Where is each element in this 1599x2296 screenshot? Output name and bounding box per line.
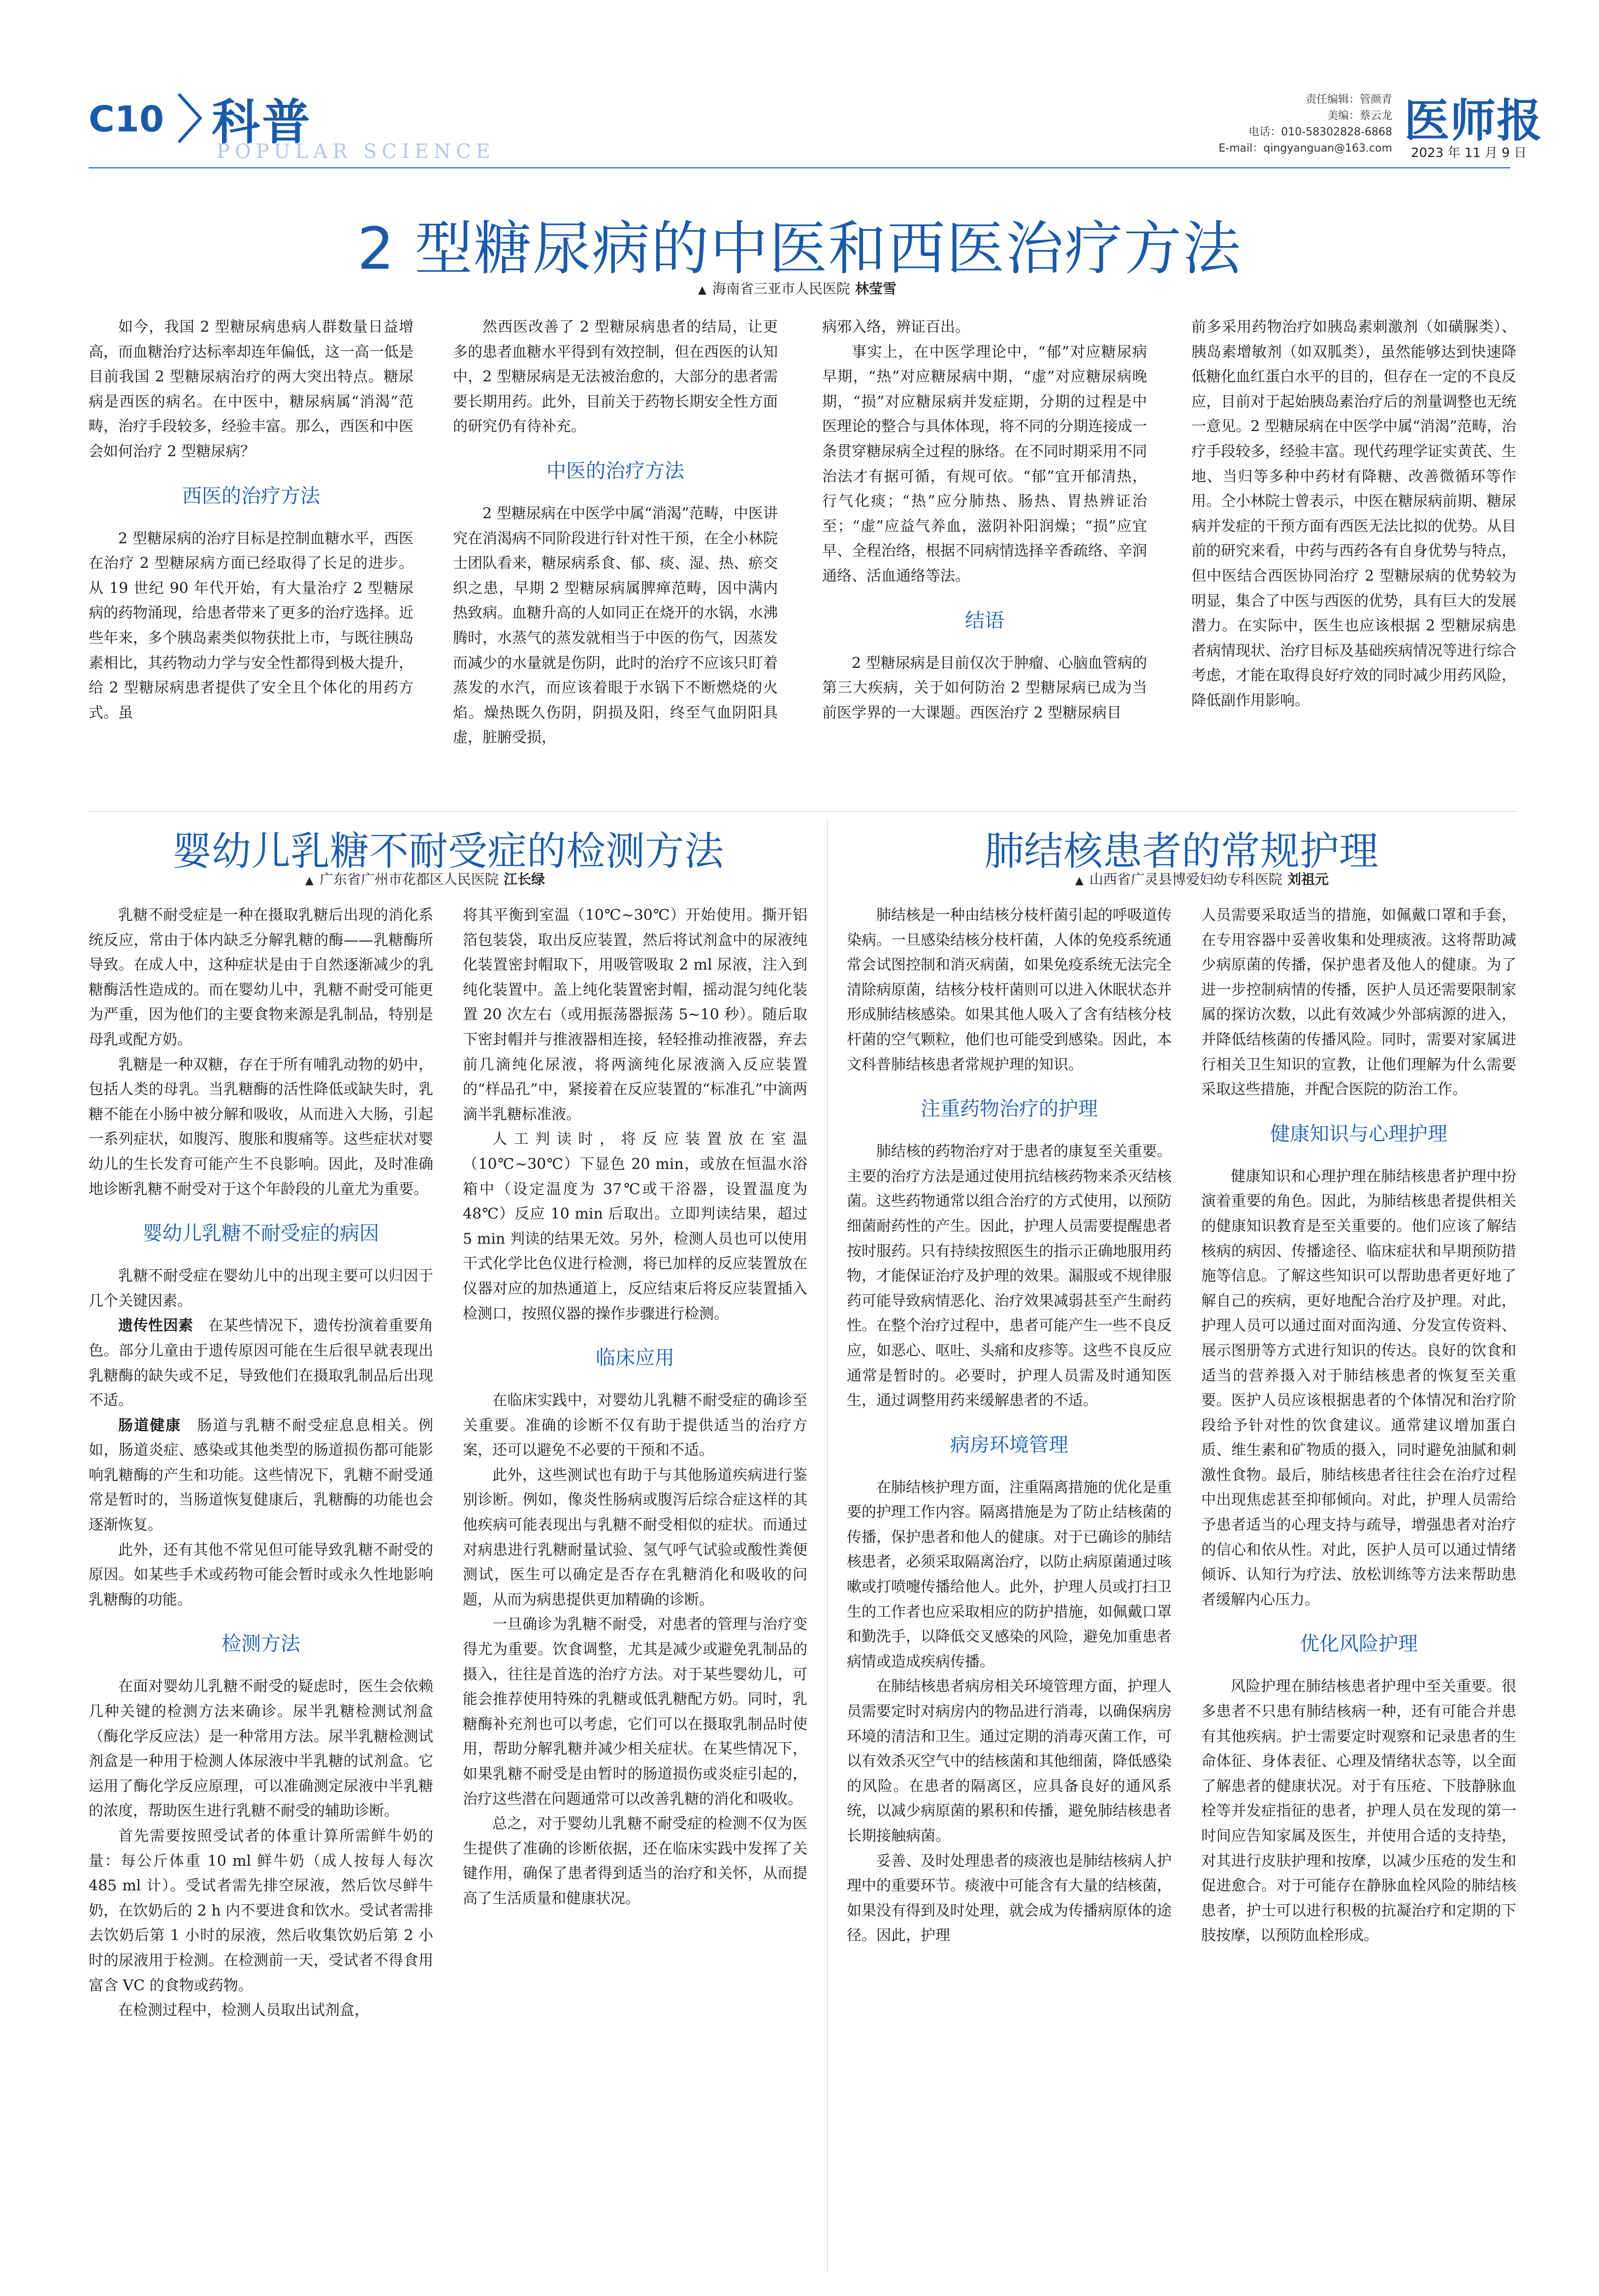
paragraph: 在肺结核患者病房相关环境管理方面，护理人员需要定时对病房内的物品进行消毒，以确保病房环境的清洁和卫生。通过定期的消毒灭菌工作，可以有效杀灭空气中的结核菌和其他细菌，降低感染的风险。在患者的隔离区，应具备良好的通风系统，以减少病原菌的累积和传播，避免肺结核患者长期接触病菌。 bbox=[847, 1678, 1172, 1845]
article-column bbox=[1191, 315, 1516, 812]
lead-term: 肠道健康 bbox=[118, 1416, 182, 1434]
masthead-rule bbox=[89, 167, 1510, 168]
paragraph: 妥善、及时处理患者的痰液也是肺结核病人护理中的重要环节。痰液中可能含有大量的结核菌，如果没有得到及时处理，就会成为传播病原体的途径。因此，护理 bbox=[847, 1852, 1172, 1945]
article-title: 婴幼儿乳糖不耐受症的检测方法 bbox=[172, 828, 724, 874]
article-column bbox=[89, 903, 433, 2271]
paragraph-text: 肠道与乳糖不耐受症息息相关。例如，肠道炎症、感染或其他类型的肠道损伤都可能影响乳糖酶的产生和功能。这些情况下，乳糖不耐受通常是暂时的，当肠道恢复健康后，乳糖酶的功能也会逐渐恢复。 bbox=[89, 1416, 433, 1534]
paragraph: 乳糖不耐受症是一种在摄取乳糖后出现的消化系统反应，常由于体内缺乏分解乳糖的酶——乳糖酶所导致。在成人中，这种症状是由于自然逐渐减少的乳糖酶活性造成的。而在婴幼儿中，乳糖不耐受可能更为严重，因为他们的主要食物来源是乳制品，特别是母乳或配方奶。 bbox=[89, 907, 433, 1048]
chevron-right-icon bbox=[175, 91, 204, 145]
designer-line: 美编：蔡云龙 bbox=[1327, 110, 1392, 122]
divider bbox=[827, 819, 828, 2271]
article-title: 2 型糖尿病的中医和西医治疗方法 bbox=[357, 215, 1242, 283]
author-name: 林莹雪 bbox=[855, 281, 896, 297]
section-heading: 临床应用 bbox=[596, 1347, 674, 1370]
paragraph: 如今，我国 2 型糖尿病患病人群数量日益增高，而血糖治疗达标率却连年偏低，这一高一低是目前我国 2 型糖尿病治疗的两大突出特点。糖尿病是西医的病名。在中医中，糖尿病属“消渴”范畴，治疗手段较多，经验丰富。那么，西医和中医会如何治疗 2 型糖尿病？ bbox=[89, 318, 414, 460]
article-byline bbox=[305, 869, 545, 888]
author-org: 山西省广灵县博爱妇幼专科医院 bbox=[1089, 871, 1282, 887]
author-org: 广东省广州市花都区人民医院 bbox=[319, 871, 499, 887]
editor-credits bbox=[1205, 92, 1392, 157]
section-heading: 中医的治疗方法 bbox=[546, 459, 684, 482]
lead-term: 遗传性因素 bbox=[118, 1317, 193, 1335]
section-heading: 健康知识与心理护理 bbox=[1270, 1122, 1447, 1145]
phone-line: 电话：010-58302828-6868 bbox=[1248, 126, 1392, 138]
paragraph: 总之，对于婴幼儿乳糖不耐受症的检测不仅为医生提供了准确的诊断依据，还在临床实践中发挥了关键作用，确保了患者得到适当的治疗和关怀，从而提高了生活质量和健康状况。 bbox=[463, 1815, 807, 1907]
paragraph: 在肺结核护理方面，注重隔离措施的优化是重要的护理工作内容。隔离措施是为了防止结核菌的传播，保护患者和他人的健康。对于已确诊的肺结核患者，必须采取隔离治疗，以防止病原菌通过咳嗽或打喷嚏传播给他人。此外，护理人员或打扫卫生的工作者也应采取相应的防护措施，如佩戴口罩和勤洗手，以降低交叉感染的风险，避免加重患者病情或造成疾病传播。 bbox=[847, 1478, 1172, 1670]
paragraph: 一旦确诊为乳糖不耐受，对患者的管理与治疗变得尤为重要。饮食调整，尤其是减少或避免乳制品的摄入，往往是首选的治疗方法。对于某些婴幼儿，可能会推荐使用特殊的乳糖或低乳糖配方奶。同时，乳糖酶补充剂也可以考虑，它们可以在摄取乳制品时使用，帮助分解乳糖并减少相关症状。在某些情况下，如果乳糖不耐受是由暂时的肠道损伤或炎症引起的，治疗这些潜在问题通常可以改善乳糖的消化和吸收。 bbox=[463, 1616, 807, 1808]
paragraph bbox=[89, 1314, 433, 1413]
author-name: 刘祖元 bbox=[1287, 871, 1329, 887]
paragraph: 将其平衡到室温（10℃~30℃）开始使用。撕开铝箔包装袋，取出反应装置，然后将试剂盒中的尿液纯化装置密封帽取下，用吸管吸取 2 ml 尿液，注入到纯化装置中。盖上纯化装置密封帽，摇动混匀纯化装置 20 次左右（或用振荡器振荡 5~10 秒）。随后取下密封帽并与推液器相连接，轻轻推动推液器，弃去前几滴纯化尿液，将两滴纯化尿液滴入反应装置的“样品孔”中，紧接着在反应装置的“标准孔”中滴两滴半乳糖标准液。 bbox=[463, 907, 807, 1123]
paragraph: 病邪入络，辨证百出。 bbox=[822, 318, 970, 336]
article-column bbox=[1201, 903, 1516, 2271]
article-title: 肺结核患者的常规护理 bbox=[985, 828, 1378, 874]
paragraph: 乳糖不耐受症在婴幼儿中的出现主要可以归因于几个关键因素。 bbox=[89, 1267, 433, 1310]
page-number: C10 bbox=[89, 98, 164, 140]
paragraph: 肺结核是一种由结核分枝杆菌引起的呼吸道传染病。一旦感染结核分枝杆菌，人体的免疫系统通常会试图控制和消灭病菌，如果免疫系统无法完全清除病原菌，结核分枝杆菌则可以进入休眠状态并形成肺结核感染。如果其他人吸入了含有结核分枝杆菌的空气颗粒，他们也可能受到感染。因此，本文科普肺结核患者常规护理的知识。 bbox=[847, 907, 1172, 1073]
paragraph: 2 型糖尿病是目前仅次于肿瘤、心脑血管病的第三大疾病，关于如何防治 2 型糖尿病已成为当前医学界的一大课题。西医治疗 2 型糖尿病目 bbox=[822, 654, 1147, 722]
article-column bbox=[89, 315, 414, 812]
article-column bbox=[463, 903, 807, 2271]
paragraph: 首先需要按照受试者的体重计算所需鲜牛奶的量：每公斤体重 10 ml 鲜牛奶（成人按每人每次 485 ml 计）。受试者需先排空尿液，然后饮尽鲜牛奶，在饮奶后的 2 h 内不要进食和饮水。受试者需排去饮奶后第 1 小时的尿液，然后收集饮奶后第 2 小时的尿液用于检测。在检测前一天，受试者不得食用富含 VC 的食物或药物。 bbox=[89, 1827, 433, 1994]
paragraph: 2 型糖尿病的治疗目标是控制血糖水平，西医在治疗 2 型糖尿病方面已经取得了长足的进步。从 19 世纪 90 年代开始，有大量治疗 2 型糖尿病的药物涌现，给患者带来了更多的治疗选择。近些年来，多个胰岛素类似物获批上市，与既往胰岛素相比，其药物动力学与安全性都得到极大提升，给 2 型糖尿病患者提供了安全且个体化的用药方式。虽 bbox=[89, 530, 414, 722]
editor-line: 责任编辑：管颜青 bbox=[1305, 94, 1392, 106]
paragraph: 此外，这些测试也有助于与其他肠道疾病进行鉴别诊断。例如，像炎性肠病或腹泻后综合症这样的其他疾病可能表现出与乳糖不耐受相似的症状。而通过对病患进行乳糖耐量试验、氢气呼气试验或酸性粪便测试，医生可以确定是否存在乳糖消化和吸收的问题，从而为病患提供更加精确的诊断。 bbox=[463, 1466, 807, 1608]
article-column bbox=[453, 315, 778, 812]
paragraph: 在面对婴幼儿乳糖不耐受的疑虑时，医生会依赖几种关键的检测方法来确诊。尿半乳糖检测试剂盒（酶化学反应法）是一种常用方法。尿半乳糖检测试剂盒是一种用于检测人体尿液中半乳糖的试剂盒。它运用了酶化学反应原理，可以准确测定尿液中半乳糖的浓度，帮助医生进行乳糖不耐受的辅助诊断。 bbox=[89, 1678, 433, 1820]
article-byline bbox=[698, 278, 896, 298]
paragraph: 人员需要采取适当的措施，如佩戴口罩和手套，在专用容器中妥善收集和处理痰液。这将帮助减少病原菌的传播，保护患者及他人的健康。为了进一步控制病情的传播，医护人员还需要限制家属的探访次数，以此有效减少外部病源的进入，并降低结核菌的传播风险。同时，需要对家属进行相关卫生知识的宣教，让他们理解为什么需要采取这些措施，并配合医院的防治工作。 bbox=[1201, 907, 1516, 1099]
paragraph bbox=[89, 1414, 433, 1538]
paragraph: 然西医改善了 2 型糖尿病患者的结局，让更多的患者血糖水平得到有效控制，但在西医的认知中，2 型糖尿病是无法被治愈的，大部分的患者需要长期用药。此外，目前关于药物长期安全性方面的研究仍有待补充。 bbox=[453, 318, 778, 436]
paragraph: 在临床实践中，对婴幼儿乳糖不耐受症的确诊至关重要。准确的诊断不仅有助于提供适当的治疗方案，还可以避免不必要的干预和不适。 bbox=[463, 1392, 807, 1459]
paragraph: 风险护理在肺结核患者护理中至关重要。很多患者不只患有肺结核病一种，还有可能合并患有其他疾病。护士需要定时观察和记录患者的生命体征、身体表征、心理及情绪状态等，以全面了解患者的健康状况。对于有压疮、下肢静脉血栓等并发症指征的患者，护理人员在发现的第一时间应告知家属及医生，并使用合适的支持垫，对其进行皮肤护理和按摩，以减少压疮的发生和促进愈合。对于可能存在静脉血栓风险的肺结核患者，护士可以进行积极的抗凝治疗和定期的下肢按摩，以预防血栓形成。 bbox=[1201, 1678, 1516, 1945]
section-heading: 西医的治疗方法 bbox=[182, 484, 320, 507]
section-heading: 婴幼儿乳糖不耐受症的病因 bbox=[143, 1222, 379, 1245]
paragraph: 人工判读时，将反应装置放在室温（10℃~30℃）下显色 20 min，或放在恒温水浴箱中（设定温度为 37℃或干浴器，设置温度为 48℃）反应 10 min 后取出。立即判读结果，超过 5 min 判读的结果无效。另外，检测人员也可以使用干式化学比色仪进行检测，将已加样的反应装置放在仪器对应的加热通道上，反应结束后将反应装置插入检测口，按照仪器的操作步骤进行检测。 bbox=[463, 1131, 807, 1322]
article-column bbox=[822, 315, 1147, 812]
section-heading: 结语 bbox=[965, 609, 1004, 632]
section-heading: 注重药物治疗的护理 bbox=[921, 1098, 1098, 1121]
paragraph: 乳糖是一种双糖，存在于所有哺乳动物的奶中，包括人类的母乳。当乳糖酶的活性降低或缺失时，乳糖不能在小肠中被分解和吸收，从而进入大肠，引起一系列症状，如腹泻、腹胀和腹痛等。这些症状对婴幼儿的生长发育可能产生不良影响。因此，及时准确地诊断乳糖不耐受对于这个年龄段的儿童尤为重要。 bbox=[89, 1056, 433, 1198]
section-heading: 检测方法 bbox=[222, 1633, 300, 1656]
paragraph-text: 在某些情况下，遗传扮演着重要角色。部分儿童由于遗传原因可能在生后很早就表现出乳糖酶的缺失或不足，导致他们在摄取乳制品后出现不适。 bbox=[89, 1317, 433, 1410]
paragraph: 前多采用药物治疗如胰岛素刺激剂（如磺脲类）、胰岛素增敏剂（如双胍类），虽然能够达到快速降低糖化血红蛋白水平的目的，但存在一定的不良反应，目前对于起始胰岛素治疗后的剂量调整也无统一意见。2 型糖尿病在中医学中属“消渴”范畴，治疗手段较多，经验丰富。现代药理学证实黄芪、生地、当归等多种中药材有降糖、改善微循环等作用。仝小林院士曾表示，中医在糖尿病前期、糖尿病并发症的干预方面有西医无法比拟的优势。从目前的研究来看，中药与西药各有自身优势与特点，但中医结合西医协同治疗 2 型糖尿病的优势较为明显，集合了中医与西医的优势，具有巨大的发展潜力。在实际中，医生也应该根据 2 型糖尿病患者病情现状、治疗目标及基础疾病情况等进行综合考虑，才能在取得良好疗效的同时减少用药风险，降低副作用影响。 bbox=[1191, 318, 1516, 709]
triangle-icon: ▲ bbox=[1075, 875, 1084, 887]
paragraph: 肺结核的药物治疗对于患者的康复至关重要。主要的治疗方法是通过使用抗结核药物来杀灭结核菌。这些药物通常以组合治疗的方式使用，以预防细菌耐药性的产生。因此，护理人员需要提醒患者按时服药。只有持续按照医生的指示正确地服用药物，才能保证治疗及护理的效果。漏服或不规律服药可能导致病情恶化、治疗效果减弱甚至产生耐药性。在整个治疗过程中，患者可能产生一些不良反应，如恶心、呕吐、头痛和皮疹等。这些不良反应通常是暂时的。必要时，护理人员需及时通知医生，通过调整用药来缓解患者的不适。 bbox=[847, 1143, 1172, 1410]
triangle-icon: ▲ bbox=[698, 284, 706, 296]
author-org: 海南省三亚市人民医院 bbox=[712, 281, 850, 297]
divider bbox=[89, 811, 1516, 812]
paragraph: 在检测过程中，检测人员取出试剂盒， bbox=[118, 2002, 369, 2019]
masthead bbox=[0, 0, 1599, 177]
email-line: E-mail：qingyanguan@163.com bbox=[1218, 142, 1392, 155]
paragraph: 2 型糖尿病在中医学中属“消渴”范畴，中医讲究在消渴病不同阶段进行针对性干预，在全小林院士团队看来，糖尿病系食、郁、痰、湿、热、瘀交织之患，早期 2 型糖尿病属脾瘅范畴，因中满内热致病。血糖升高的人如同正在烧开的水锅，水沸腾时，水蒸气的蒸发就相当于中医的伤气，因蒸发而减少的水量就是伤阴，此时的治疗不应该只盯着蒸发的水汽，而应该着眼于水锅下不断燃烧的火焰。燥热既久伤阴，阴损及阳，终至气血阴阳具虚，脏腑受损， bbox=[453, 504, 778, 747]
author-name: 江长绿 bbox=[503, 871, 545, 887]
paragraph: 健康知识和心理护理在肺结核患者护理中扮演着重要的角色。因此，为肺结核患者提供相关的健康知识教育是至关重要的。他们应该了解结核病的病因、传播途径、临床症状和早期预防措施等信息。了解这些知识可以帮助患者更好地了解自己的疾病，更好地配合治疗及护理。对此，护理人员可以通过面对面沟通、分发宣传资料、展示图册等方式进行知识的传达。良好的饮食和适当的营养摄入对于肺结核患者的恢复至关重要。医护人员应该根据患者的个体情况和治疗阶段给予针对性的饮食建议。通常建议增加蛋白质、维生素和矿物质的摄入，同时避免油腻和刺激性食物。最后，肺结核患者往往会在治疗过程中出现焦虑甚至抑郁倾向。对此，护理人员需给予患者适当的心理支持与疏导，增强患者对治疗的信心和依从性。对此，医护人员可以通过情绪倾诉、认知行为疗法、放松训练等方法来帮助患者缓解内心压力。 bbox=[1201, 1167, 1516, 1608]
section-title: 科普 bbox=[212, 94, 313, 151]
section-heading: 病房环境管理 bbox=[950, 1433, 1068, 1456]
paragraph: 事实上，在中医学理论中，“郁”对应糖尿病早期，“热”对应糖尿病中期，“虚”对应糖尿病晚期，“损”对应糖尿病并发症期，分期的过程是中医理论的整合与具体体现，将不同的分期连接成一条贯穿糖尿病全过程的脉络。在不同时期采用不同治法才有据可循，有规可依。“郁”宜开郁清热，行气化痰；“热”应分肺热、肠热、胃热辨证治至；“虚”应益气养血，滋阴补阳润燥；“损”应宜早、全程治络，根据不同病情选择辛香疏络、辛润通络、活血通络等法。 bbox=[822, 343, 1147, 585]
article-byline bbox=[1075, 869, 1329, 888]
issue-date: 2023 年 11 月 9 日 bbox=[1411, 146, 1527, 160]
newspaper-logo: 医师报 bbox=[1404, 94, 1543, 147]
section-heading: 优化风险护理 bbox=[1300, 1633, 1418, 1656]
triangle-icon: ▲ bbox=[305, 875, 314, 887]
article-column bbox=[847, 903, 1172, 2271]
section-subtitle: POPULAR SCIENCE bbox=[217, 140, 495, 163]
paragraph: 此外，还有其他不常见但可能导致乳糖不耐受的原因。如某些手术或药物可能会暂时或永久性地影响乳糖酶的功能。 bbox=[89, 1541, 433, 1608]
